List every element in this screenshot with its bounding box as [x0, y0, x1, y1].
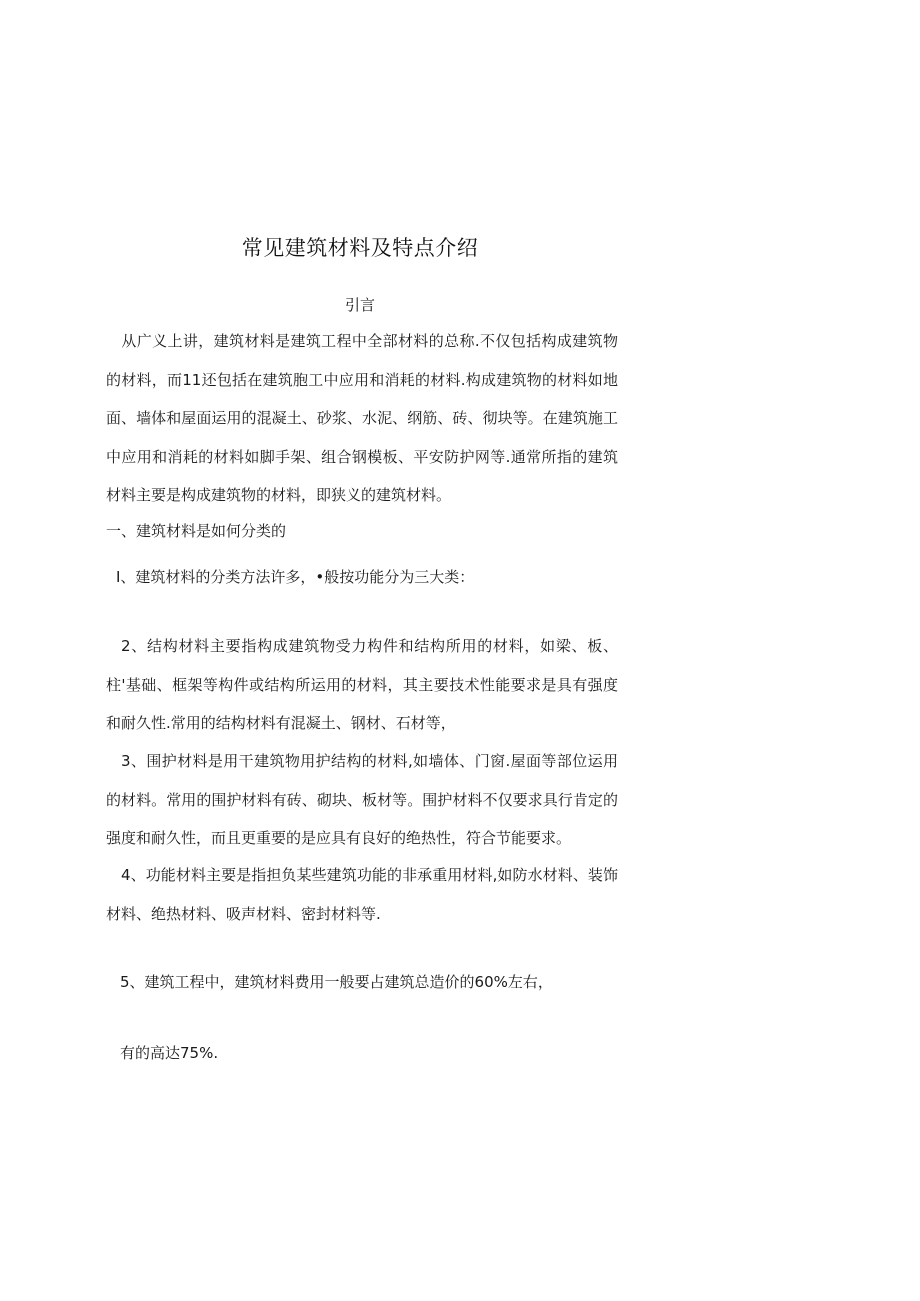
list-item-2-text: 2、结构材料主要指构成建筑物受力构件和结构所用的材料，如梁、板、柱'基础、框架等构件或结构所运用的材料，其主要技术性能要求是具有强度和耐久性.常用的结构材料有混凝土、钢材、石材等，	[106, 637, 618, 732]
list-item-5: 5、建筑工程中，建筑材料费用一般要占建筑总造价的60%左右，	[120, 973, 553, 991]
intro-heading: 引言	[345, 296, 376, 314]
document-title: 常见建筑材料及特点介绍	[241, 236, 479, 260]
list-item-4-text: 4、功能材料主要是指担负某些建筑功能的非承重用材料,如防水材料、装饰材料、绝热材料、吸声材料、密封材料等.	[106, 866, 618, 923]
list-item-2	[106, 627, 618, 743]
list-item-3-text: 3、围护材料是用干建筑物用护结构的材料,如墙体、门窗.屋面等部位运用的材料。常用的围护材料有砖、砌块、板材等。围护材料不仅要求具行肯定的强度和耐久性，而且更重要的是应具有良好的绝热性，符合节能要求。	[106, 752, 618, 847]
intro-paragraph	[106, 322, 618, 515]
intro-paragraph-text: 从广义上讲，建筑材料是建筑工程中全部材料的总称.不仅包括构成建筑物的材料，而11还包括在建筑胞工中应用和消耗的材料.构成建筑物的材料如地面、墙体和屋面运用的混凝土、砂浆、水泥、纲筋、砖、彻块等。在建筑施工中应用和消耗的材料如脚手架、组合钢模板、平安防护网等.通常所指的建筑材料主要是构成建筑物的材料，即狭义的建筑材料。	[106, 332, 618, 504]
list-item-1: I、建筑材料的分类方法许多，•般按功能分为三大类：	[116, 568, 475, 586]
list-item-5-continuation: 有的高达75%.	[120, 1044, 219, 1062]
list-item-3	[106, 742, 618, 858]
list-item-4	[106, 856, 618, 933]
section1-heading: 一、建筑材料是如何分类的	[106, 522, 287, 540]
